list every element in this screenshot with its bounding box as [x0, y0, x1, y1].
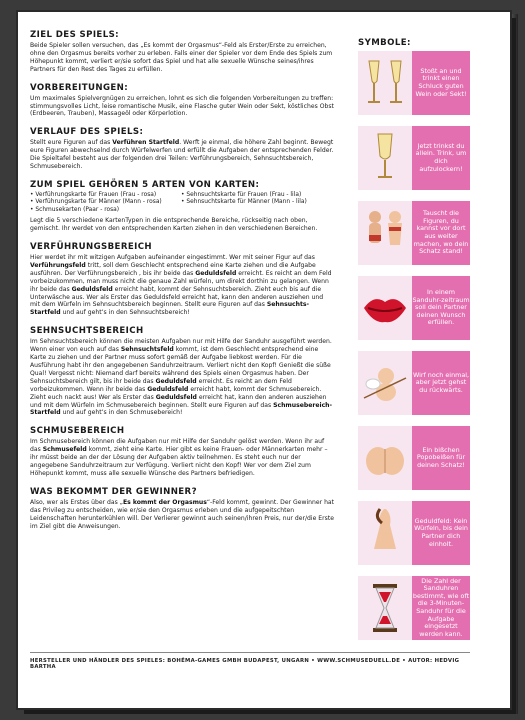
symbol-item: [358, 426, 470, 490]
symbol-item: [358, 351, 470, 415]
symbol-item: [358, 576, 470, 640]
section-text: Stellt eure Figuren auf das Verführen Startfeld. Werft je einmal, die höhere Zahl beginnt. Bewegt eure Figuren abwechselnd durch Würfelwerfen und erfüllt die Aufgaben der entsprechenden Felder. Die Spieltafel besteht aus der folgenden drei Teilen: Verführungsbereich, Sehnsuchtsbereich, Schmusebereich.: [30, 139, 334, 171]
section-karten: [30, 180, 335, 233]
symbol-text: Geduldfeld: Kein Würfeln, bis dein Partner dich einholt.: [414, 516, 468, 548]
champagne-glasses-icon: [358, 51, 412, 115]
symbol-text: Jetzt trinkst du allein. Trink, um dich aufzulockern!: [415, 141, 467, 173]
section-title: WAS BEKOMMT DER GEWINNER?: [30, 486, 197, 497]
symbol-text: Ein bißchen Popobeißen für deinen Schatz!: [416, 445, 466, 469]
card-item: • Sehnsuchtskarte für Frauen (Frau - lila): [181, 191, 302, 198]
section-title: ZIEL DES SPIELS:: [30, 30, 120, 40]
box-edge: [510, 14, 518, 714]
card-list: [30, 192, 335, 214]
symbols-column: [358, 38, 470, 651]
rules-main-column: [30, 30, 335, 539]
lips-icon: [358, 276, 412, 340]
couple-icon: [358, 201, 412, 265]
section-text: Beide Spieler sollen versuchen, das „Es kommt der Orgasmus“-Feld als Erster/Erste zu erreichen, ohne den Orgasmus bereits vorher zu erleben. Falls einer der Spieler vor dem Ende des Spiels zum Höhepunkt kommt, verliert er/sie sofort das Spiel und hat alle sexuelle Wünsche seines/ihres Partners für den Rest des Tages zu erfüllen.: [30, 42, 333, 73]
section-verlauf: [30, 127, 335, 171]
section-title: ZUM SPIEL GEHÖREN 5 ARTEN VON KARTEN:: [30, 179, 260, 190]
section-title: SEHNSUCHTSBEREICH: [30, 326, 144, 337]
card-item: • Schmusekarten (Paar - rosa): [30, 206, 120, 213]
symbol-item: [358, 126, 470, 190]
section-text: Also, wer als Erstes über das „Es kommt der Orgasmus“-Feld kommt, gewinnt. Der Gewinner hat das Privileg zu entscheiden, wie er/sie den Orgasmus erleben und die aufgepeitschten Leidenschaften herunterkühlen will. Der Verlierer gewinnt auch seinen/ihren Preis, nur der/die Erste im Ziel gibt die Anweisungen.: [30, 498, 335, 530]
symbol-text: Stoßt an und trinkt einen Schluck guten Wein oder Sekt!: [415, 66, 467, 98]
wine-glass-icon: [358, 126, 412, 190]
footer-credits: HERSTELLER UND HÄNDLER DES SPIELES: BOHÉMA-GAMES GMBH BUDAPEST, UNGARN • WWW.SCHMUSEDUELL.DE • AUTOR: HEDVIG BARTHA: [30, 652, 470, 670]
section-text: Im Sehnsuchtsbereich können die meisten Aufgaben nur mit Hilfe der Sanduhr ausgeführt werden. Wenn einer von euch auf das Sehnsuchtsfeld kommt, ist dem Geschlecht entsprechend eine Karte zu ziehen und der Partner muss sofort gemäß der Aufgabe liebkost werden. Für die Ausführung habt ihr den angegebenen Sanduhrzeitraum. Verliert nicht den Kopf! Genießt die süße Qual! Vergesst nicht: Niemand darf bereits während des Spiels einen Orgasmus haben. Der Sehnsuchtsbereich gilt, bis ihr beide das Geduldsfeld erreicht. Es reicht an dem Feld vorbeizukommen. Wenn ihr beide das Geduldsfeld erreicht habt, kommt der Schmusebereich. Zieht euch nackt aus! Wer als Erster das Geduldsfeld erreicht hat, kann den anderen ausziehen und mit dem Würfeln im Schmusebereich beginnen. Stellt eure Figuren auf das Schmusebereich-Startfeld und auf geht’s in den Schmusebereich!: [30, 338, 333, 417]
section-ziel: [30, 30, 335, 74]
hourglass-icon: [358, 576, 412, 640]
card-item: • Verführungskarte für Frauen (Frau - rosa): [30, 191, 157, 198]
section-sehnsucht: [30, 326, 335, 417]
symbol-item: [358, 201, 470, 265]
symbol-item: [358, 501, 470, 565]
section-title: SCHMUSEBEREICH: [30, 426, 125, 437]
cupid-icon: [358, 351, 412, 415]
symbols-title: SYMBOLE:: [358, 38, 411, 48]
section-text: Um maximales Spielvergnügen zu erreichen, lohnt es sich die folgenden Vorbereitungen zu treffen: stimmungsvolles Licht, leise romantische Musik, eine Flasche guter Wein oder Sekt, köstliches Obst (Erdbeeren, Trauben), Massageöl oder Körperlotion.: [30, 94, 334, 118]
symbol-text: Die Zahl der Sanduhren bestimmt, wie oft die 3-Minuten-Sanduhr für die Aufgabe eingesetzt werden kann.: [412, 576, 470, 638]
section-title: VERFÜHRUNGSBEREICH: [30, 242, 153, 252]
section-title: VORBEREITUNGEN:: [30, 82, 129, 93]
section-text: Legt die 5 verschiedene KartenTypen in die entsprechende Bereiche, rückseitig nach oben, gemischt. Ihr werdet von den entsprechenden Karten ziehen in den verschiedenen Bereichen.: [30, 217, 318, 233]
symbol-item: [358, 51, 470, 115]
symbol-text: Tauscht die Figuren, du kannst vor dort aus weiter machen, wo dein Schatz stand!: [413, 209, 469, 256]
section-title: VERLAUF DES SPIELS:: [30, 127, 144, 138]
section-vorbereitungen: [30, 83, 335, 119]
bottom-icon: [358, 426, 412, 490]
card-item: • Sehnsuchtskarte für Männer (Mann - lila): [181, 199, 307, 206]
symbol-text: Wirf noch einmal, aber jetzt gehst du rückwärts.: [412, 370, 470, 394]
section-verfuehrung: [30, 242, 335, 317]
card-item: • Verführungskarte für Männer (Mann - rosa): [30, 199, 162, 206]
symbol-text: In einem Sanduhr-zeitraum soll dein Partner deinen Wunsch erfüllen.: [412, 288, 470, 327]
section-schmuse: [30, 426, 335, 478]
nude-woman-icon: [358, 501, 412, 565]
section-text: Im Schmusebereich können die Aufgaben nur mit Hilfe der Sanduhr gelöst werden. Wenn ihr auf das Schmusefeld kommt, zieht eine Karte. Hier gibt es keine Frauen- oder Männerkarten mehr – ihr müsst beide an der der Lösung der Aufgaben aktiv teilnehmen. Es steht euch nur der angegebene Sanduhrzeitraum zur Verfügung. Verliert nicht den Kopf! Wer vor dem Ziel zum Höhepunkt kommt, muss alle sexuelle Wünsche des Partners befriedigen.: [30, 438, 328, 477]
section-gewinner: [30, 487, 335, 531]
section-text: Hier werdet ihr mit witzigen Aufgaben aufeinander eingestimmt. Wer mit seiner Figur auf das Verführungsfeld tritt, soll dem Geschlecht entsprechend eine Karte ziehen und die Aufgabe ausführen. Der Verführungsbereich , bis ihr beide das Geduldsfeld erreicht. Es reicht an dem Feld vorbeizukommen, man muss nicht die genaue Zahl würfeln, um direkt dorthin zu gelangen. Wenn ihr beide das Geduldsfeld erreicht habt, kommt der Sehnsuchtsbereich. Zieht euch bis auf die Unterwäsche aus. Wer als Erster das Geduldsfeld erreicht hat, kann den anderen ausziehen und mit dem Würfeln im Sehnsuchtsbereich beginnen. Stellt eure Figuren auf das Sehnsuchts-Startfeld und auf geht’s in den Sehnsuchtsbereich!: [30, 254, 332, 317]
symbol-item: [358, 276, 470, 340]
